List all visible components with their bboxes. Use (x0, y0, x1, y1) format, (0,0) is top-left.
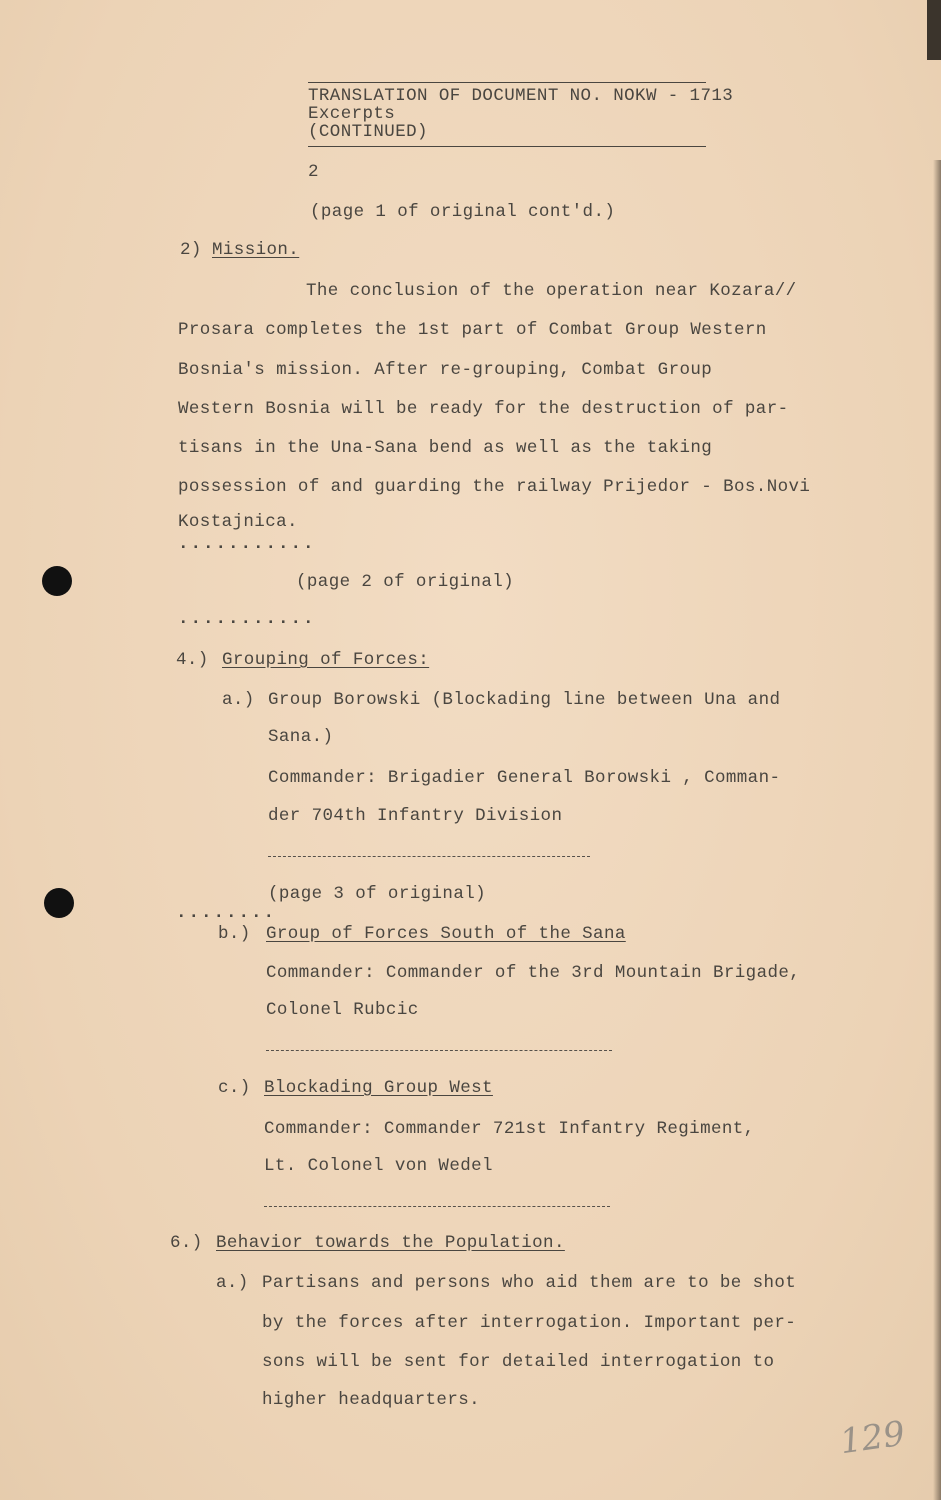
page-edge-shadow (933, 160, 941, 1500)
page-number: 2 (308, 162, 319, 182)
punch-hole-bottom (44, 888, 74, 918)
group-c-label: c.) (218, 1078, 251, 1098)
page-note-3: (page 3 of original) (268, 884, 487, 904)
group-c-title: Blockading Group West (264, 1078, 493, 1098)
behavior-line: by the forces after interrogation. Important per- (262, 1313, 797, 1333)
group-c-commander: Lt. Colonel von Wedel (264, 1156, 493, 1176)
mission-line: Prosara completes the 1st part of Combat Group Western (178, 320, 767, 340)
group-c-commander: Commander: Commander 721st Infantry Regiment, (264, 1119, 755, 1139)
group-a-line: Sana.) (268, 727, 334, 747)
header-bottom-rule (308, 146, 706, 147)
page-note-2: (page 2 of original) (296, 572, 515, 592)
behavior-a-label: a.) (216, 1273, 249, 1293)
page-edge-corner (927, 0, 941, 60)
punch-hole-top (42, 566, 72, 596)
group-a-label: a.) (222, 690, 255, 710)
separator-b (266, 1050, 612, 1051)
group-b-title: Group of Forces South of the Sana (266, 924, 626, 944)
mission-line: possession of and guarding the railway Prijedor - Bos.Novi (178, 477, 811, 497)
mission-heading: Mission. (212, 240, 300, 260)
mission-line: Kostajnica. (178, 512, 298, 532)
group-a-commander: der 704th Infantry Division (268, 806, 563, 826)
page-note-1: (page 1 of original cont'd.) (310, 202, 616, 222)
separator-c (264, 1206, 610, 1207)
behavior-line: Partisans and persons who aid them are to be shot (262, 1273, 797, 1293)
header-top-rule (308, 82, 706, 83)
group-a-line: Group Borowski (Blockading line between Una and (268, 690, 781, 710)
group-b-label: b.) (218, 924, 251, 944)
omission-dots-3: ........ (176, 903, 277, 923)
grouping-heading: Grouping of Forces: (222, 650, 430, 670)
handwritten-page-number: 129 (837, 1413, 908, 1463)
mission-line: tisans in the Una-Sana bend as well as the taking (178, 438, 713, 458)
group-b-commander: Commander: Commander of the 3rd Mountain Brigade, (266, 963, 801, 983)
header-title: TRANSLATION OF DOCUMENT NO. NOKW - 1713 (308, 86, 734, 106)
mission-line: Western Bosnia will be ready for the destruction of par- (178, 399, 789, 419)
header-continued: (CONTINUED) (308, 122, 428, 142)
mission-line: The conclusion of the operation near Kozara// (306, 281, 797, 301)
behavior-line: higher headquarters. (262, 1390, 481, 1410)
mission-line: Bosnia's mission. After re-grouping, Combat Group (178, 360, 713, 380)
separator-a (268, 856, 590, 857)
omission-dots-1: ........... (178, 534, 316, 554)
behavior-heading: Behavior towards the Population. (216, 1233, 565, 1253)
group-b-commander: Colonel Rubcic (266, 1000, 419, 1020)
omission-dots-2: ........... (178, 609, 316, 629)
behavior-number: 6.) (170, 1233, 203, 1253)
header-excerpts: Excerpts (308, 104, 396, 124)
group-a-commander: Commander: Brigadier General Borowski , Comman- (268, 768, 781, 788)
behavior-line: sons will be sent for detailed interrogation to (262, 1352, 775, 1372)
mission-number: 2) (180, 240, 202, 260)
grouping-number: 4.) (176, 650, 209, 670)
